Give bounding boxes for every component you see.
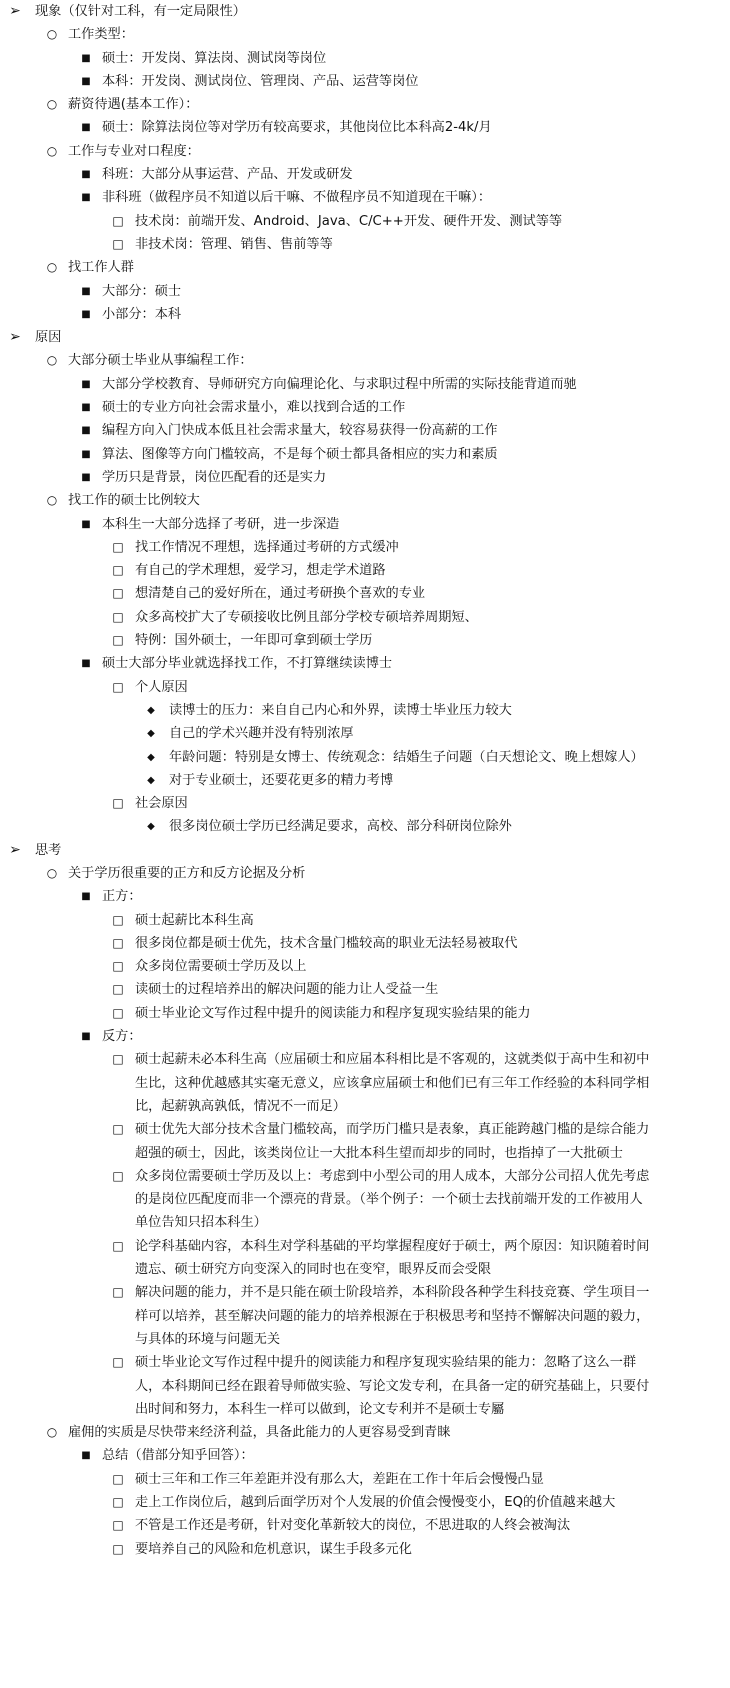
- outline-item-text: 总结（借部分知乎回答）：: [102, 1448, 254, 1464]
- hollow-square-bullet-icon: □: [112, 679, 124, 694]
- circle-bullet-icon: ○: [46, 1425, 58, 1440]
- square-bullet-icon: ■: [81, 518, 91, 530]
- outline-item-level-4: [0, 582, 730, 605]
- outline-item-level-4: [0, 536, 730, 559]
- outline-item-level-4: [0, 1281, 730, 1351]
- hollow-square-bullet-icon: □: [112, 1471, 124, 1486]
- hollow-square-bullet-icon: □: [112, 609, 124, 624]
- outline-item-text: 硕士毕业论文写作过程中提升的阅读能力和程序复现实验结果的能力: [135, 1005, 531, 1021]
- outline-item-line: 单位告知只招本科生）: [135, 1215, 267, 1231]
- outline-item-level-2: [0, 489, 730, 512]
- outline-item-level-4: [0, 1118, 730, 1165]
- outline-item-level-4: [0, 559, 730, 582]
- outline-item-level-4: [0, 233, 730, 256]
- diamond-bullet-icon: ◆: [147, 821, 155, 833]
- hollow-square-bullet-icon: □: [112, 912, 124, 927]
- square-bullet-icon: ■: [81, 122, 91, 134]
- outline-item-text: 读博士的压力：来自自己内心和外界，读博士毕业压力较大: [169, 702, 512, 718]
- square-bullet-icon: ■: [81, 308, 91, 320]
- outline-item-text: 找工作人群: [68, 260, 134, 276]
- hollow-square-bullet-icon: □: [112, 1005, 124, 1020]
- hollow-square-bullet-icon: □: [112, 1355, 124, 1370]
- hollow-square-bullet-icon: □: [112, 935, 124, 950]
- outline-item-level-3: [0, 513, 730, 536]
- outline-item-level-3: [0, 419, 730, 442]
- outline-item-level-4: [0, 1235, 730, 1282]
- circle-bullet-icon: ○: [46, 143, 58, 158]
- square-bullet-icon: ■: [81, 402, 91, 414]
- square-bullet-icon: ■: [81, 448, 91, 460]
- circle-bullet-icon: ○: [46, 353, 58, 368]
- outline-item-text: 硕士：开发岗、算法岗、测试岗等岗位: [102, 50, 327, 66]
- outline-item-level-4: [0, 1514, 730, 1537]
- hollow-square-bullet-icon: □: [112, 1238, 124, 1253]
- square-bullet-icon: ■: [81, 378, 91, 390]
- hollow-square-bullet-icon: □: [112, 796, 124, 811]
- outline-item-level-4: [0, 932, 730, 955]
- outline-item-text: 要培养自己的风险和危机意识，谋生手段多元化: [135, 1541, 412, 1557]
- outline-item-text: 众多高校扩大了专硕接收比例且部分学校专硕培养周期短、: [135, 609, 478, 625]
- square-bullet-icon: ■: [81, 192, 91, 204]
- outline-item-text: 学历只是背景，岗位匹配看的还是实力: [102, 469, 327, 485]
- outline-item-text: 原因: [35, 330, 62, 346]
- outline-item-text: 对于专业硕士，还要花更多的精力考博: [169, 772, 394, 788]
- outline-item-level-2: [0, 23, 730, 46]
- outline-item-level-4: [0, 1351, 730, 1421]
- outline-item-text: [135, 1235, 715, 1282]
- outline-item-text: 非技术岗：管理、销售、售前等等: [135, 236, 333, 252]
- outline-item-text: 正方：: [102, 889, 142, 905]
- outline-item-level-3: [0, 396, 730, 419]
- outline-item-text: 本科生一大部分选择了考研，进一步深造: [102, 516, 340, 532]
- outline-item-line: 生比，这种优越感其实毫无意义，应该拿应届硕士和他们已有三年工作经验的本科同学相: [135, 1075, 650, 1091]
- outline-item-text: 社会原因: [135, 796, 188, 812]
- outline-item-level-3: [0, 163, 730, 186]
- hollow-square-bullet-icon: □: [112, 1495, 124, 1509]
- hollow-square-bullet-icon: □: [112, 959, 124, 974]
- outline-item-level-4: [0, 909, 730, 932]
- hollow-square-bullet-icon: □: [112, 1285, 124, 1300]
- outline-item-text: 年龄问题：特别是女博士、传统观念：结婚生子问题（白天想论文、晚上想嫁人）: [169, 749, 644, 765]
- square-bullet-icon: ■: [81, 52, 91, 64]
- outline-item-level-5: [0, 769, 730, 792]
- outline-item-text: 关于学历很重要的正方和反方论据及分析: [68, 865, 306, 881]
- arrow-bullet-icon: ➢: [9, 841, 21, 858]
- square-bullet-icon: ■: [81, 1031, 91, 1043]
- outline-item-text: 科班：大部分从事运营、产品、开发或研发: [102, 167, 353, 183]
- outline-item-level-2: [0, 862, 730, 885]
- outline-item-level-3: [0, 280, 730, 303]
- square-bullet-icon: ■: [81, 169, 91, 181]
- outline-item-level-3: [0, 116, 730, 139]
- outline-item-level-4: [0, 676, 730, 699]
- outline-item-text: 硕士三年和工作三年差距并没有那么大，差距在工作十年后会慢慢凸显: [135, 1471, 544, 1487]
- outline-item-text: 自己的学术兴趣并没有特别浓厚: [169, 726, 354, 742]
- outline-item-level-1: [0, 839, 730, 862]
- circle-bullet-icon: ○: [46, 865, 58, 880]
- outline-item-level-4: [0, 1002, 730, 1025]
- diamond-bullet-icon: ◆: [147, 728, 155, 740]
- outline-item-text: 读硕士的过程培养出的解决问题的能力让人受益一生: [135, 982, 439, 998]
- outline-item-text: 硕士大部分毕业就选择找工作，不打算继续读博士: [102, 656, 393, 672]
- outline-item-level-4: [0, 792, 730, 815]
- outline-item-level-5: [0, 746, 730, 769]
- outline-item-text: 思考: [35, 842, 62, 858]
- outline-item-line: 硕士优先大部分技术含量门槛较高，而学历门槛只是表象，真正能跨越门槛的是综合能力: [135, 1122, 650, 1138]
- hollow-square-bullet-icon: □: [112, 633, 124, 648]
- outline-item-level-3: [0, 652, 730, 675]
- outline-item-line: 遗忘、硕士研究方向变深入的同时也在变窄，眼界反而会受限: [135, 1262, 492, 1278]
- outline-item-text: [135, 1048, 715, 1118]
- outline-item-level-2: [0, 256, 730, 279]
- outline-item-text: 大部分学校教育、导师研究方向偏理论化、与求职过程中所需的实际技能背道而驰: [102, 376, 577, 392]
- outline-item-text: 现象（仅针对工科，有一定局限性）: [35, 4, 246, 19]
- outline-item-level-3: [0, 466, 730, 489]
- hollow-square-bullet-icon: □: [112, 586, 124, 601]
- outline-item-text: 有自己的学术理想，爱学习，想走学术道路: [135, 563, 386, 579]
- arrow-bullet-icon: ➢: [9, 329, 21, 346]
- outline-item-text: 硕士起薪比本科生高: [135, 912, 254, 928]
- hollow-square-bullet-icon: □: [112, 1518, 124, 1533]
- outline-item-level-4: [0, 955, 730, 978]
- outline-item-text: 特例：国外硕士，一年即可拿到硕士学历: [135, 633, 373, 649]
- outline-item-level-3: [0, 1444, 730, 1467]
- outline-item-text: [135, 1351, 715, 1421]
- outline-item-level-4: [0, 629, 730, 652]
- outline-item-text: 反方：: [102, 1029, 142, 1045]
- square-bullet-icon: ■: [81, 1450, 91, 1462]
- outline-item-level-4: [0, 1048, 730, 1118]
- outline-item-level-3: [0, 47, 730, 70]
- outline-item-line: 比，起薪孰高孰低，情况不一而足）: [135, 1098, 346, 1114]
- outline-item-text: 不管是工作还是考研，针对变化革新较大的岗位，不思进取的人终会被淘汰: [135, 1518, 571, 1534]
- outline-item-line: 论学科基础内容，本科生对学科基础的平均掌握程度好于硕士，两个原因：知识随着时间: [135, 1238, 650, 1254]
- outline-item-text: 大部分：硕士: [102, 283, 182, 299]
- square-bullet-icon: ■: [81, 425, 91, 437]
- outline-item-line: 与具体的环境与问题无关: [135, 1331, 281, 1347]
- outline-item-level-4: [0, 1468, 730, 1491]
- outline-item-level-5: [0, 815, 730, 838]
- outline-item-text: 大部分硕士毕业从事编程工作：: [68, 353, 253, 369]
- hollow-square-bullet-icon: □: [112, 213, 124, 228]
- hollow-square-bullet-icon: □: [112, 1168, 124, 1183]
- outline-item-text: [135, 1281, 715, 1351]
- hollow-square-bullet-icon: □: [112, 1541, 124, 1556]
- outline-item-level-1: [0, 0, 730, 23]
- circle-bullet-icon: ○: [46, 27, 58, 42]
- diamond-bullet-icon: ◆: [147, 751, 155, 763]
- diamond-bullet-icon: ◆: [147, 704, 155, 716]
- outline-item-text: 想清楚自己的爱好所在，通过考研换个喜欢的专业: [135, 586, 426, 602]
- outline-item-level-3: [0, 885, 730, 908]
- outline-item-line: 出时间和努力，本科生一样可以做到，论文专利并不是硕士专屬: [135, 1401, 505, 1417]
- hollow-square-bullet-icon: □: [112, 1052, 124, 1067]
- outline-item-level-3: [0, 70, 730, 93]
- outline-item-text: 技术岗：前端开发、Android、Java、C/C++开发、硬件开发、测试等等: [135, 213, 563, 229]
- outline-item-level-2: [0, 140, 730, 163]
- outline-item-text: [135, 1165, 715, 1235]
- outline-item-text: 硕士的专业方向社会需求量小，难以找到合适的工作: [102, 400, 406, 416]
- hollow-square-bullet-icon: □: [112, 236, 124, 251]
- square-bullet-icon: ■: [81, 658, 91, 670]
- outline-item-level-1: [0, 326, 730, 349]
- outline-item-text: 编程方向入门快成本低且社会需求量大，较容易获得一份高薪的工作: [102, 423, 498, 439]
- hollow-square-bullet-icon: □: [112, 539, 124, 554]
- outline-item-text: 算法、图像等方向门槛较高，不是每个硕士都具备相应的实力和素质: [102, 446, 498, 462]
- outline-item-text: 小部分：本科: [102, 306, 182, 322]
- outline-item-text: 工作与专业对口程度：: [68, 143, 200, 159]
- outline-item-level-4: [0, 1538, 730, 1561]
- outline-item-line: 硕士毕业论文写作过程中提升的阅读能力和程序复现实验结果的能力：忽略了这么一群: [135, 1355, 637, 1371]
- outline-item-text: 雇佣的实质是尽快带来经济利益，具备此能力的人更容易受到青睐: [68, 1425, 451, 1441]
- outline-item-text: [135, 1118, 715, 1165]
- outline-item-line: 超强的硕士，因此，该类岗位让一大批本科生望而却步的同时，也指掉了一大批硕士: [135, 1145, 623, 1161]
- outline-item-line: 样可以培养，甚至解决问题的能力的培养根源在于积极思考和坚持不懈解决问题的毅力，: [135, 1308, 650, 1324]
- circle-bullet-icon: ○: [46, 97, 58, 112]
- square-bullet-icon: ■: [81, 891, 91, 903]
- outline-item-text: 硕士：除算法岗位等对学历有较高要求，其他岗位比本科高2-4k/月: [102, 120, 492, 136]
- square-bullet-icon: ■: [81, 75, 91, 87]
- outline-item-line: 众多岗位需要硕士学历及以上：考虑到中小型公司的用人成本，大部分公司招人优先考虑: [135, 1168, 650, 1184]
- hollow-square-bullet-icon: □: [112, 1122, 124, 1137]
- outline-item-text: 非科班（做程序员不知道以后干嘛、不做程序员不知道现在干嘛）：: [102, 190, 492, 206]
- outline-item-level-2: [0, 93, 730, 116]
- square-bullet-icon: ■: [81, 471, 91, 483]
- outline-item-level-4: [0, 978, 730, 1001]
- hollow-square-bullet-icon: □: [112, 982, 124, 997]
- outline-item-text: 个人原因: [135, 679, 188, 695]
- outline-item-text: 很多岗位硕士学历已经满足要求，高校、部分科研岗位除外: [169, 819, 512, 835]
- outline-item-level-2: [0, 1421, 730, 1444]
- outline-item-line: 解决问题的能力，并不是只能在硕士阶段培养，本科阶段各种学生科技竞赛、学生项目一: [135, 1285, 650, 1301]
- outline-item-text: 找工作情况不理想，选择通过考研的方式缓冲: [135, 539, 399, 555]
- outline-item-line: 的是岗位匹配度而非一个漂亮的背景。（举个例子：一个硕士去找前端开发的工作被用人: [135, 1192, 643, 1208]
- circle-bullet-icon: ○: [46, 493, 58, 508]
- outline-item-text: 本科：开发岗、测试岗位、管理岗、产品、运营等岗位: [102, 73, 419, 89]
- outline-item-text: 工作类型：: [68, 27, 134, 43]
- outline-item-text: 找工作的硕士比例较大: [68, 493, 200, 509]
- outline-item-level-4: [0, 606, 730, 629]
- outline-item-level-4: [0, 1491, 730, 1514]
- circle-bullet-icon: ○: [46, 260, 58, 275]
- outline-item-level-5: [0, 722, 730, 745]
- outline-item-level-3: [0, 303, 730, 326]
- outline-item-level-5: [0, 699, 730, 722]
- outline-item-level-3: [0, 443, 730, 466]
- outline-item-level-4: [0, 210, 730, 233]
- outline-item-line: 硕士起薪未必本科生高（应届硕士和应届本科相比是不客观的，这就类似于高中生和初中: [135, 1052, 650, 1068]
- outline-item-level-3: [0, 373, 730, 396]
- diamond-bullet-icon: ◆: [147, 774, 155, 786]
- arrow-bullet-icon: ➢: [9, 3, 21, 19]
- outline-item-text: 很多岗位都是硕士优先，技术含量门槛较高的职业无法轻易被取代: [135, 935, 518, 951]
- outline-item-text: 众多岗位需要硕士学历及以上: [135, 959, 307, 975]
- hollow-square-bullet-icon: □: [112, 563, 124, 578]
- outline-item-line: 人，本科期间已经在跟着导师做实验、写论文发专利，在具备一定的研究基础上，只要付: [135, 1378, 650, 1394]
- outline-item-level-4: [0, 1165, 730, 1235]
- outline-item-text: 走上工作岗位后，越到后面学历对个人发展的价值会慢慢变小，EQ的价值越来越大: [135, 1495, 616, 1510]
- outline-item-text: 薪资待遇(基本工作）：: [68, 97, 199, 113]
- square-bullet-icon: ■: [81, 285, 91, 297]
- outline-item-level-3: [0, 186, 730, 209]
- outline-item-level-3: [0, 1025, 730, 1048]
- outline-item-level-2: [0, 349, 730, 372]
